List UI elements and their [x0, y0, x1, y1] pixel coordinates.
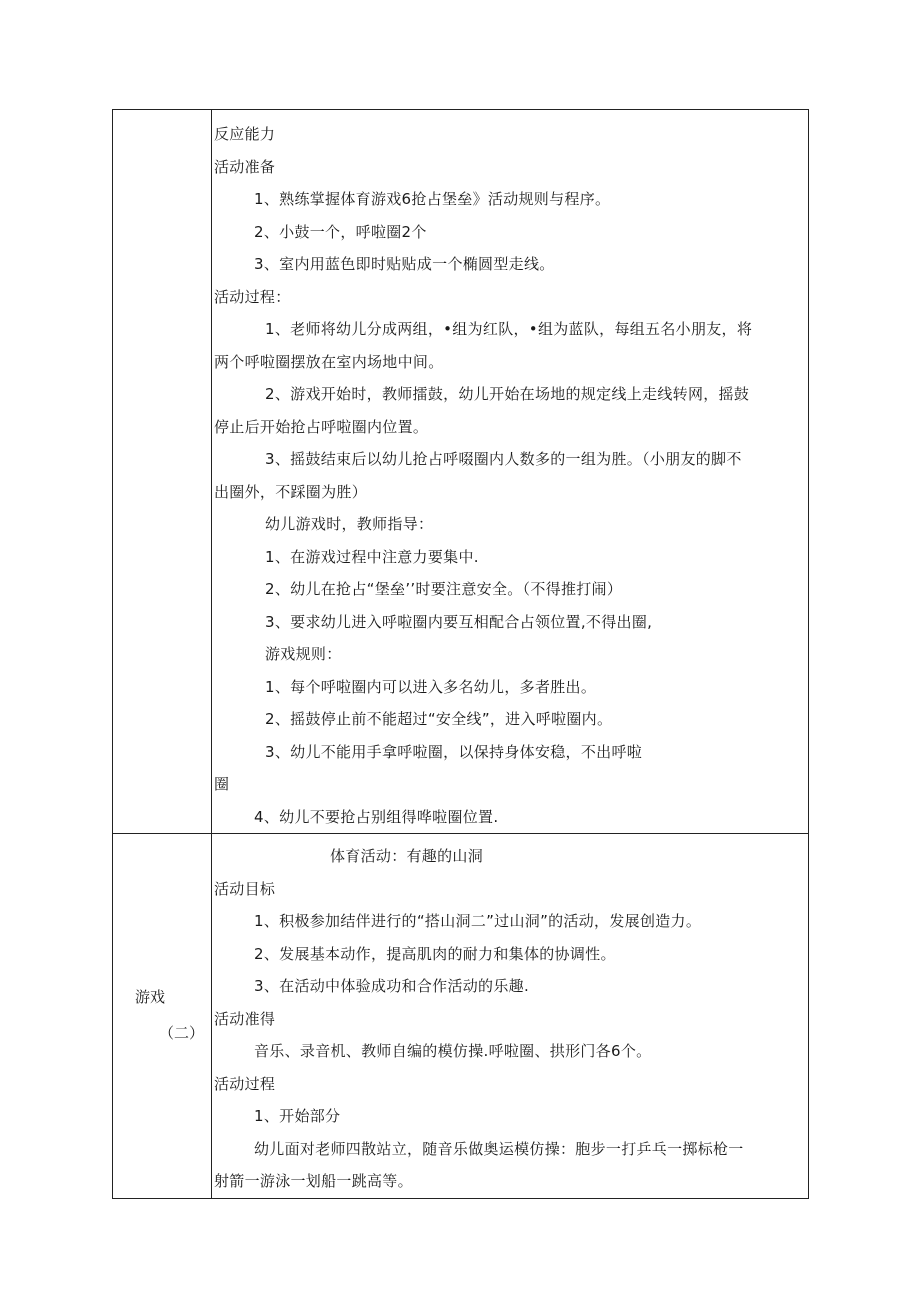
left-cell-label	[113, 834, 212, 1199]
content-lines-1	[212, 110, 808, 833]
text-line: 1、开始部分	[254, 1107, 341, 1125]
text-line: 2、游戏开始时，教师擂鼓，幼儿开始在场地的规定线上走线转网，摇鼓	[265, 385, 750, 403]
plan-table	[112, 109, 809, 1199]
text-line: 1、老师将幼儿分成两组，•组为红队，•组为蓝队，每组五名小朋友，将	[265, 320, 753, 338]
text-line: 活动准得	[214, 1009, 276, 1028]
section-number: （二）	[159, 1024, 205, 1042]
text-line: 3、在活动中体验成功和合作活动的乐趣.	[254, 977, 530, 995]
text-line: 活动过程：	[214, 287, 291, 306]
section-label: 游戏	[135, 988, 166, 1006]
text-line: 体育活动：有趣的山洞	[330, 847, 484, 865]
content-cell-1	[212, 110, 809, 834]
text-line: 射箭一游泳一划船一跳高等。	[214, 1172, 413, 1190]
text-line: 3、摇鼓结束后以幼儿抢占呼啜圈内人数多的一组为胜。（小朋友的脚不	[265, 450, 742, 468]
text-line: 两个呼啦圈摆放在室内场地中间。	[214, 352, 444, 371]
text-line: 2、发展基本动作，提高肌肉的耐力和集体的协调性。	[254, 944, 616, 963]
text-line: 4、幼儿不要抢占别组得哗啦圈位置.	[254, 807, 499, 826]
text-line: 音乐、录音机、教师自编的模仿操.呼啦圈、拱形门各6个。	[254, 1042, 652, 1060]
text-line: 1、在游戏过程中注意力要集中.	[265, 547, 479, 566]
text-line: 出圈外，不踩圈为胜）	[214, 482, 368, 501]
text-line: 2、摇鼓停止前不能超过“安全线”，进入呼啦圈内。	[265, 710, 613, 728]
left-cell-empty	[113, 110, 212, 834]
text-line: 1、每个呼啦圈内可以进入多名幼儿，多者胜出。	[265, 677, 597, 696]
content-cell-2	[212, 834, 809, 1199]
text-line: 1、熟练掌握体育游戏6抢占堡垒》活动规则与程序。	[254, 190, 611, 208]
table-row	[113, 110, 809, 834]
text-line: 1、积极参加结伴进行的“搭山洞二”过山洞”的活动，发展创造力。	[254, 912, 702, 930]
text-line: 停止后开始抢占呼啦圈内位置。	[214, 417, 429, 436]
text-line: 活动目标	[214, 879, 276, 898]
text-line: 3、室内用蓝色即时贴贴成一个椭圆型走线。	[254, 255, 555, 273]
text-line: 幼儿游戏时，教师指导：	[265, 515, 434, 533]
text-line: 游戏规则：	[265, 645, 342, 663]
content-lines-2	[212, 834, 808, 1198]
table-row	[113, 834, 809, 1199]
text-line: 幼儿面对老师四散站立，随音乐做奥运模仿操：胞步一打乒乓一掷标枪一	[254, 1139, 744, 1158]
text-line: 反应能力	[214, 125, 276, 143]
text-line: 2、幼儿在抢占“堡垒’’时要注意安全。（不得推打闹）	[265, 580, 623, 598]
text-line: 圈	[214, 775, 230, 793]
text-line: 3、要求幼儿进入呼啦圈内要互相配合占领位置,不得出圈,	[265, 612, 653, 631]
text-line: 活动准备	[214, 157, 276, 176]
text-line: 活动过程	[214, 1074, 276, 1093]
text-line: 2、小鼓一个，呼啦圈2个	[254, 222, 427, 241]
text-line: 3、幼儿不能用手拿呼啦圈，以保持身体安稳，不出呼啦	[265, 742, 643, 761]
